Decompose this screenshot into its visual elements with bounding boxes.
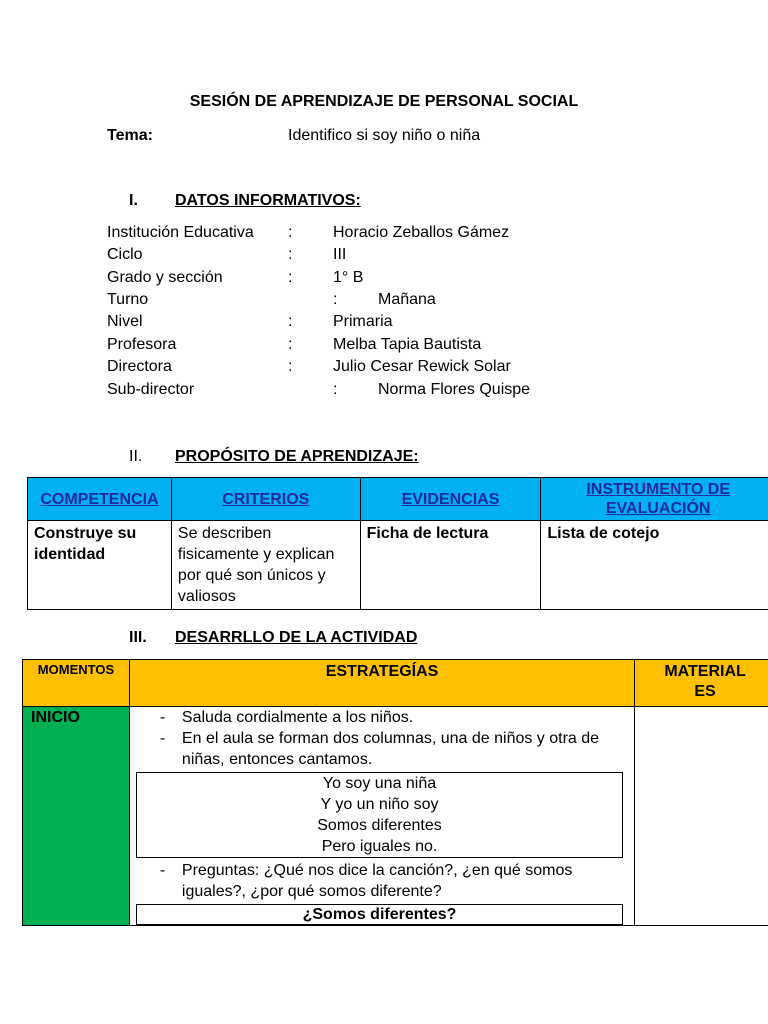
info-key: Sub-director <box>107 381 195 398</box>
info-value: Melba Tapia Bautista <box>333 336 482 353</box>
section-1-title: DATOS INFORMATIVOS: <box>175 192 361 209</box>
info-key: Profesora <box>107 336 177 353</box>
info-value: Horacio Zeballos Gámez <box>333 224 510 241</box>
section-2-number: II. <box>129 448 143 465</box>
list-item <box>136 707 628 728</box>
song-box <box>136 772 623 858</box>
tema-label: Tema: <box>107 127 153 144</box>
header-criterios: CRITERIOS <box>171 478 360 521</box>
section-3-title: DESARRLLO DE LA ACTIVIDAD <box>175 629 418 646</box>
purpose-table <box>27 477 768 610</box>
info-key: Turno <box>107 291 149 308</box>
question-box: ¿Somos diferentes? <box>136 904 623 925</box>
document-title: SESIÓN DE APRENDIZAJE DE PERSONAL SOCIAL <box>189 93 579 110</box>
header-materiales-line-1: MATERIAL <box>664 663 746 680</box>
song-line: Yo soy una niña <box>322 775 437 792</box>
purpose-table-header <box>28 478 768 521</box>
section-1-number: I. <box>129 192 138 209</box>
section-3-number: III. <box>129 629 147 646</box>
cell-criterios: Se describen fisicamente y explican por qué son únicos y valiosos <box>171 521 360 610</box>
cell-competencia: Construye su identidad <box>28 521 172 610</box>
strategies-content <box>130 707 634 925</box>
song-line: Pero iguales no. <box>321 838 438 855</box>
list-item <box>136 860 628 902</box>
info-colon: : <box>288 269 293 286</box>
section-2-title: PROPÓSITO DE APRENDIZAJE: <box>175 448 419 465</box>
header-evidencias: EVIDENCIAS <box>360 478 541 521</box>
info-colon: : <box>288 336 293 353</box>
header-competencia: COMPETENCIA <box>28 478 172 521</box>
info-colon: : <box>288 224 293 241</box>
info-colon: : <box>288 313 293 330</box>
info-key: Nivel <box>107 313 143 330</box>
strategies-cell <box>129 707 634 926</box>
tema-value: Identifico si soy niño o niña <box>288 127 481 144</box>
info-key: Grado y sección <box>107 269 223 286</box>
info-value: Julio Cesar Rewick Solar <box>333 358 511 375</box>
header-momentos: MOMENTOS <box>23 660 130 707</box>
list-dash: - <box>159 862 166 879</box>
list-dash: - <box>159 730 166 747</box>
info-colon: : <box>288 358 293 375</box>
list-item-text: Preguntas: ¿Qué nos dice la canción?, ¿en qué somos iguales?, ¿por qué somos diferente? <box>181 862 573 900</box>
info-key: Institución Educativa <box>107 224 254 241</box>
info-key: Ciclo <box>107 246 143 263</box>
info-colon: : <box>333 291 338 308</box>
info-colon: : <box>333 381 338 398</box>
header-materiales <box>635 660 768 707</box>
table-row <box>23 707 768 926</box>
info-colon: : <box>288 246 293 263</box>
cell-instrumento: Lista de cotejo <box>541 521 768 610</box>
info-value: III <box>333 246 347 263</box>
moment-inicio: INICIO <box>23 707 130 926</box>
info-value: Primaria <box>333 313 393 330</box>
list-item-text: En el aula se forman dos columnas, una de niños y otra de niñas, entonces cantamos. <box>181 730 600 768</box>
info-value: Norma Flores Quispe <box>378 381 531 398</box>
song-line: Y yo un niño soy <box>320 796 439 813</box>
list-dash: - <box>159 709 166 726</box>
cell-evidencias: Ficha de lectura <box>360 521 541 610</box>
list-item-text: Saluda cordialmente a los niños. <box>181 709 414 726</box>
header-materiales-line-2: ES <box>694 683 716 700</box>
table-row <box>28 521 768 610</box>
info-value: Mañana <box>378 291 436 308</box>
header-instrumento: INSTRUMENTO DE EVALUACIÓN <box>541 478 768 521</box>
info-value: 1° B <box>333 269 364 286</box>
activity-table <box>22 659 768 926</box>
list-item <box>136 728 628 770</box>
song-line: Somos diferentes <box>317 817 442 834</box>
info-key: Directora <box>107 358 172 375</box>
activity-table-header <box>23 660 768 707</box>
header-estrategias: ESTRATEGÍAS <box>129 660 634 707</box>
materials-cell <box>635 707 768 926</box>
